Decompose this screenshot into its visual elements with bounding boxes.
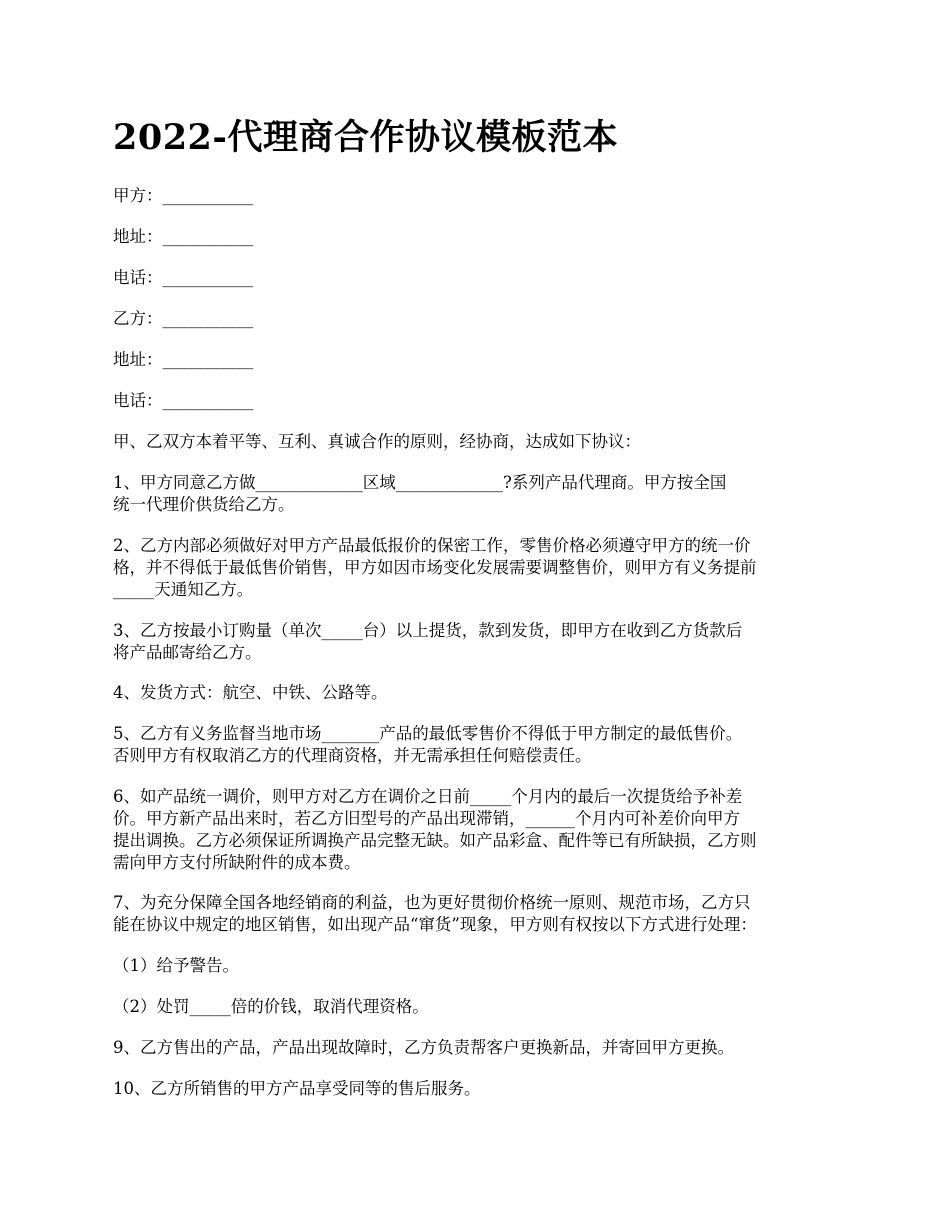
clause-2-line-2: 格，并不得低于最低售价销售，甲方如因市场变化发展需要调整售价，则甲方有义务提前 — [113, 558, 757, 577]
clause-10-line-1: 10、乙方所销售的甲方产品享受同等的售后服务。 — [113, 1079, 481, 1098]
clause-4 — [113, 682, 843, 704]
clause-9-line-1: 9、乙方售出的产品，产品出现故障时，乙方负责帮客户更换新品，并寄回甲方更换。 — [113, 1038, 734, 1057]
party-a-phone-field: 电话：___________ — [113, 268, 254, 287]
party-a-name-field: 甲方：___________ — [113, 186, 254, 205]
clause-7 — [113, 892, 843, 936]
clause-6 — [113, 786, 843, 874]
clause-5 — [113, 723, 843, 767]
clause-5-line-2: 否则甲方有权取消乙方的代理商资格，并无需承担任何赔偿责任。 — [113, 746, 592, 765]
clause-3-line-1: 3、乙方按最小订购量（单次_____台）以上提货，款到发货，即甲方在收到乙方货款后 — [113, 621, 743, 640]
clause-7-item-2-line-1: （2）处罚_____倍的价钱，取消代理资格。 — [113, 997, 429, 1016]
clause-9 — [113, 1037, 843, 1059]
party-a-address-field: 地址：___________ — [113, 227, 254, 246]
clause-2-line-3: _____天通知乙方。 — [113, 580, 254, 599]
clause-7-line-1: 7、为充分保障全国各地经销商的利益，也为更好贯彻价格统一原则、规范市场，乙方只 — [113, 893, 751, 912]
clause-3 — [113, 620, 843, 664]
clause-6-line-3: 提出调换。乙方必须保证所调换产品完整无缺。如产品彩盒、配件等已有所缺损，乙方则 — [113, 831, 757, 850]
clause-7-item-1-line-1: （1）给予警告。 — [113, 956, 239, 975]
clause-1 — [113, 472, 843, 516]
party-b-phone-field: 电话：___________ — [113, 391, 254, 410]
intro-paragraph: 甲、乙双方本着平等、互利、真诚合作的原则，经协商，达成如下协议： — [113, 432, 641, 451]
document-title: 2022-代理商合作协议模板范本 — [113, 117, 618, 158]
clause-6-line-1: 6、如产品统一调价，则甲方对乙方在调价之日前_____个月内的最后一次提货给予补差 — [113, 787, 743, 806]
clause-4-line-1: 4、发货方式：航空、中铁、公路等。 — [113, 683, 388, 702]
clause-2-line-1: 2、乙方内部必须做好对甲方产品最低报价的保密工作，零售价格必须遵守甲方的统一价 — [113, 536, 751, 555]
clause-7-item-2 — [113, 996, 843, 1018]
clause-6-line-4: 需向甲方支付所缺附件的成本费。 — [113, 853, 361, 872]
clause-7-item-1 — [113, 955, 843, 977]
party-b-address-field: 地址：___________ — [113, 350, 254, 369]
clause-3-line-2: 将产品邮寄给乙方。 — [113, 643, 262, 662]
clause-6-line-2: 价。甲方新产品出来时，若乙方旧型号的产品出现滞销，______个月内可补差价向甲方 — [113, 809, 740, 828]
clause-1-line-1: 1、甲方同意乙方做_____________区域_____________?系列产品代理商。甲方按全国 — [113, 473, 727, 492]
clause-2 — [113, 535, 843, 601]
clause-5-line-1: 5、乙方有义务监督当地市场_______产品的最低零售价不得低于甲方制定的最低售价。 — [113, 724, 743, 743]
clause-7-line-2: 能在协议中规定的地区销售，如出现产品“窜货”现象，甲方则有权按以下方式进行处理： — [113, 915, 757, 934]
clause-1-line-2: 统一代理价供货给乙方。 — [113, 495, 295, 514]
party-b-name-field: 乙方：___________ — [113, 309, 254, 328]
clause-10 — [113, 1078, 843, 1100]
